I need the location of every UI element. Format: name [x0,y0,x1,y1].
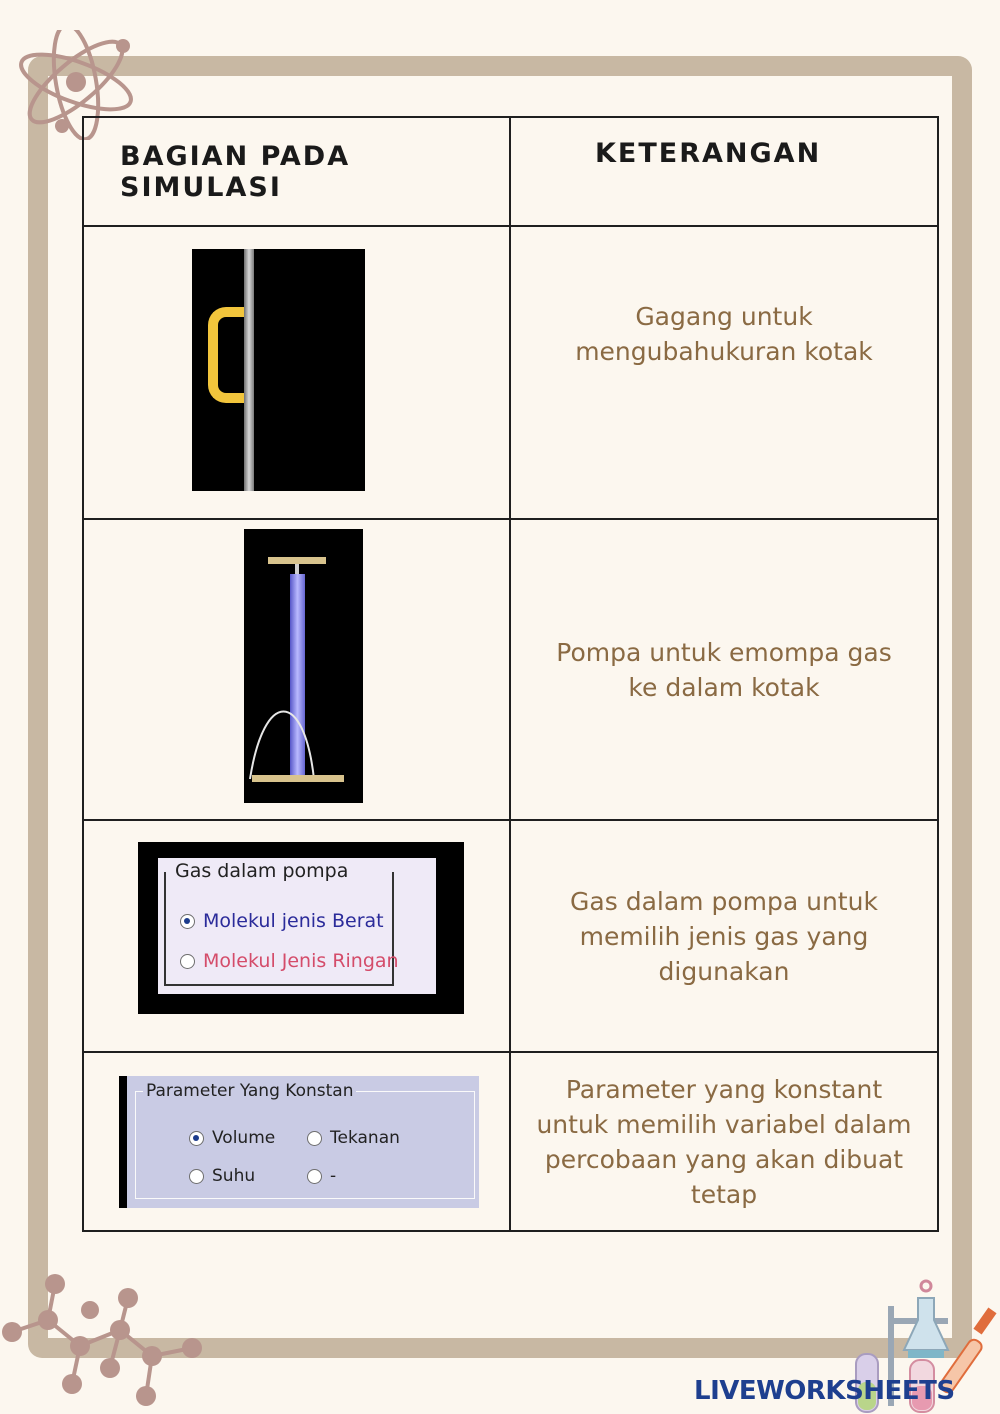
gas-option-label: Molekul jenis Berat [203,910,384,932]
molecule-icon [0,1268,210,1414]
description-text: Gas dalam pompa untuk memilih jenis gas yang digunakan [570,886,878,986]
gas-option-ringan[interactable] [180,950,399,972]
param-option-label: Volume [212,1128,276,1148]
image-cell-parameter [83,1052,510,1231]
handle-grip [208,307,248,403]
logo-text: LIVEWORKSHEETS [694,1376,955,1406]
description-text: Gagang untuk mengubahukuran kotak [575,302,873,366]
param-option-label: - [330,1166,337,1186]
param-option-volume[interactable] [189,1128,275,1148]
table-row [83,519,938,820]
param-option-label: Suhu [212,1166,256,1186]
gas-option-berat[interactable] [180,910,384,932]
param-option-none[interactable] [307,1166,336,1186]
liveworksheets-logo [694,1376,955,1406]
table-row [83,820,938,1052]
parameter-group-box [135,1091,475,1199]
description-cell [510,519,938,820]
header-description-label: KETERANGAN [595,138,822,169]
header-cell-description [510,117,938,226]
pump-image [244,529,363,803]
gas-panel-image [138,842,464,1014]
handle-rod [244,249,254,491]
parameter-panel-legend: Parameter Yang Konstan [143,1081,356,1101]
radio-unselected-icon[interactable] [307,1131,322,1146]
gas-panel-legend: Gas dalam pompa [172,860,351,882]
gas-option-label: Molekul Jenis Ringan [203,950,399,972]
description-cell [510,1052,938,1231]
parameter-panel-image [119,1076,479,1208]
description-cell [510,226,938,519]
description-cell [510,820,938,1052]
radio-unselected-icon[interactable] [180,954,195,969]
description-text: Parameter yang konstant untuk memilih variabel dalam percobaan yang akan dibuat tetap [536,1074,912,1209]
table-row [83,226,938,519]
param-option-tekanan[interactable] [307,1128,400,1148]
worksheet-table [82,116,939,1232]
table-header-row [83,117,938,226]
handle-image [192,249,365,491]
pump-hose [244,529,363,803]
radio-unselected-icon[interactable] [307,1169,322,1184]
param-option-label: Tekanan [330,1128,400,1148]
image-cell-gas [83,820,510,1052]
radio-selected-icon[interactable] [189,1131,204,1146]
gas-panel [158,858,436,994]
param-option-suhu[interactable] [189,1166,255,1186]
radio-unselected-icon[interactable] [189,1169,204,1184]
radio-selected-icon[interactable] [180,914,195,929]
header-part-label: BAGIAN PADA SIMULASI [120,140,351,203]
image-cell-pump [83,519,510,820]
image-cell-handle [83,226,510,519]
description-text: Pompa untuk emompa gas ke dalam kotak [556,637,892,702]
pump-base [252,775,344,782]
header-cell-part [83,117,510,226]
table-row [83,1052,938,1231]
